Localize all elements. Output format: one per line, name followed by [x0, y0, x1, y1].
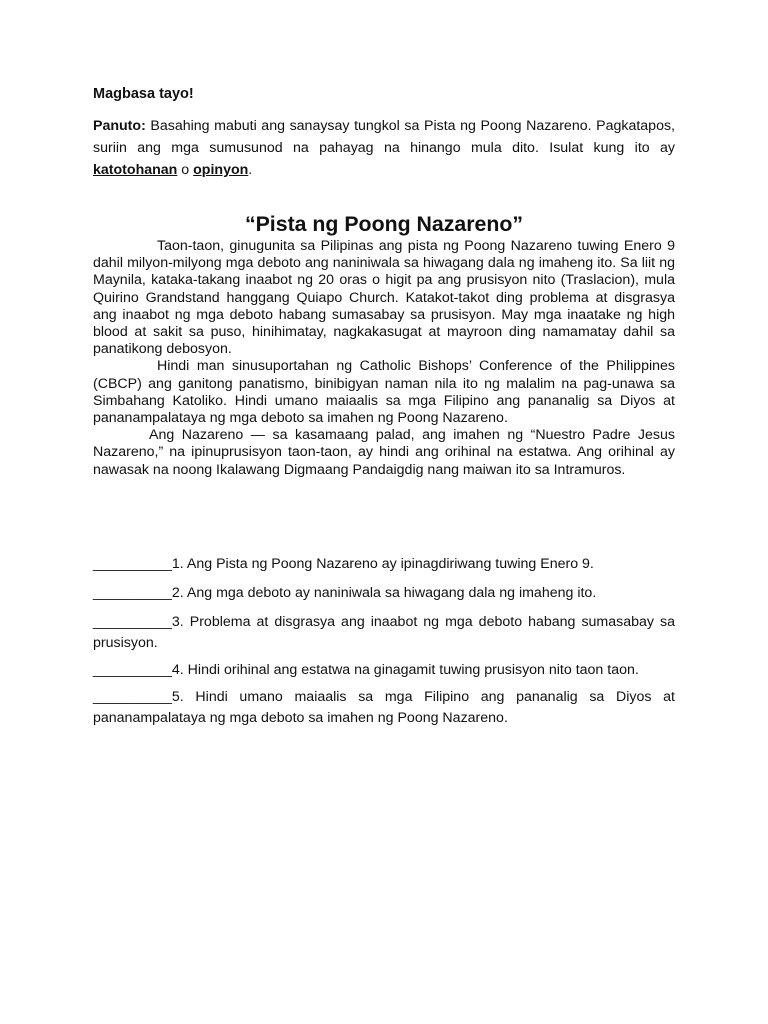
answer-blank[interactable]: __________ — [93, 689, 172, 705]
worksheet-heading: Magbasa tayo! — [93, 86, 194, 102]
essay-title: “Pista ng Poong Nazareno” — [244, 212, 524, 236]
statement-item-4 — [93, 660, 675, 681]
instructions — [93, 115, 675, 181]
statement-item-3 — [93, 612, 675, 654]
statement-item-5 — [93, 687, 675, 729]
answer-blank[interactable]: __________ — [93, 662, 172, 678]
statement-text: 2. Ang mga deboto ay naniniwala sa hiwagang dala ng imaheng ito. — [171, 585, 597, 601]
statement-text: 3. Problema at disgrasya ang inaabot ng mga deboto habang sumasabay sa prusisyon. — [93, 614, 675, 651]
statement-item-2 — [93, 583, 675, 604]
statement-text: 4. Hindi orihinal ang estatwa na ginagamit tuwing prusisyon nito taon taon. — [171, 662, 639, 678]
keyword-katotohanan: katotohanan — [93, 162, 178, 178]
answer-blank[interactable]: __________ — [93, 585, 172, 601]
statement-text: 5. Hindi umano maiaalis sa mga Filipino ang pananalig sa Diyos at pananampalataya ng mga deboto sa imahen ng Poong Nazareno. — [93, 689, 675, 726]
instructions-end: . — [248, 162, 253, 178]
instructions-connector: o — [177, 162, 194, 178]
essay-paragraph-3: Ang Nazareno — sa kasamaang palad, ang imahen ng “Nuestro Padre Jesus Nazareno,” na ipinuprusisyon taon-taon, ay hindi ang orihinal na estatwa. Ang orihinal ay nawasak na noong Ikalawang Digmaang Pandaigdig nang maiwan ito sa Intramuros. — [93, 427, 675, 478]
answer-blank[interactable]: __________ — [93, 614, 172, 630]
statement-text: 1. Ang Pista ng Poong Nazareno ay ipinagdiriwang tuwing Enero 9. — [171, 556, 594, 572]
instructions-label: Panuto: — [93, 118, 146, 134]
essay-body — [93, 238, 675, 479]
statement-list — [93, 554, 675, 735]
essay-paragraph-2: Hindi man sinusuportahan ng Catholic Bishops’ Conference of the Philippines (CBCP) ang ganitong panatismo, binibigyan naman nila ito ng malalim na pag-unawa sa Simbahang Katoliko. Hindi umano maiaalis sa mga Filipino ang pananalig sa Diyos at pananampalataya ng mga deboto sa imahen ng Poong Nazareno. — [93, 358, 675, 427]
answer-blank[interactable]: __________ — [93, 556, 172, 572]
essay-paragraph-1: Taon-taon, ginugunita sa Pilipinas ang pista ng Poong Nazareno tuwing Enero 9 dahil milyon-milyong mga deboto ang naniniwala sa hiwagang dala ng imaheng ito. Sa liit ng Maynila, kataka-takang inaabot ng 20 oras o higit pa ang prusisyon nito (Traslacion), mula Quirino Grandstand hanggang Quiapo Church. Katakot-takot ding problema at disgrasya ang inaabot ng mga deboto habang sumasabay sa prusisyon. May mga inaatake ng high blood at sakit sa puso, hinihimatay, nagkakasugat at mayroon ding namamatay dahil sa panatikong debosyon. — [93, 238, 675, 358]
instructions-text: Basahing mabuti ang sanaysay tungkol sa Pista ng Poong Nazareno. Pagkatapos, suriin ang mga sumusunod na pahayag na hinango mula dito. Isulat kung ito ay — [93, 118, 675, 156]
keyword-opinyon: opinyon — [193, 162, 249, 178]
statement-item-1 — [93, 554, 675, 575]
